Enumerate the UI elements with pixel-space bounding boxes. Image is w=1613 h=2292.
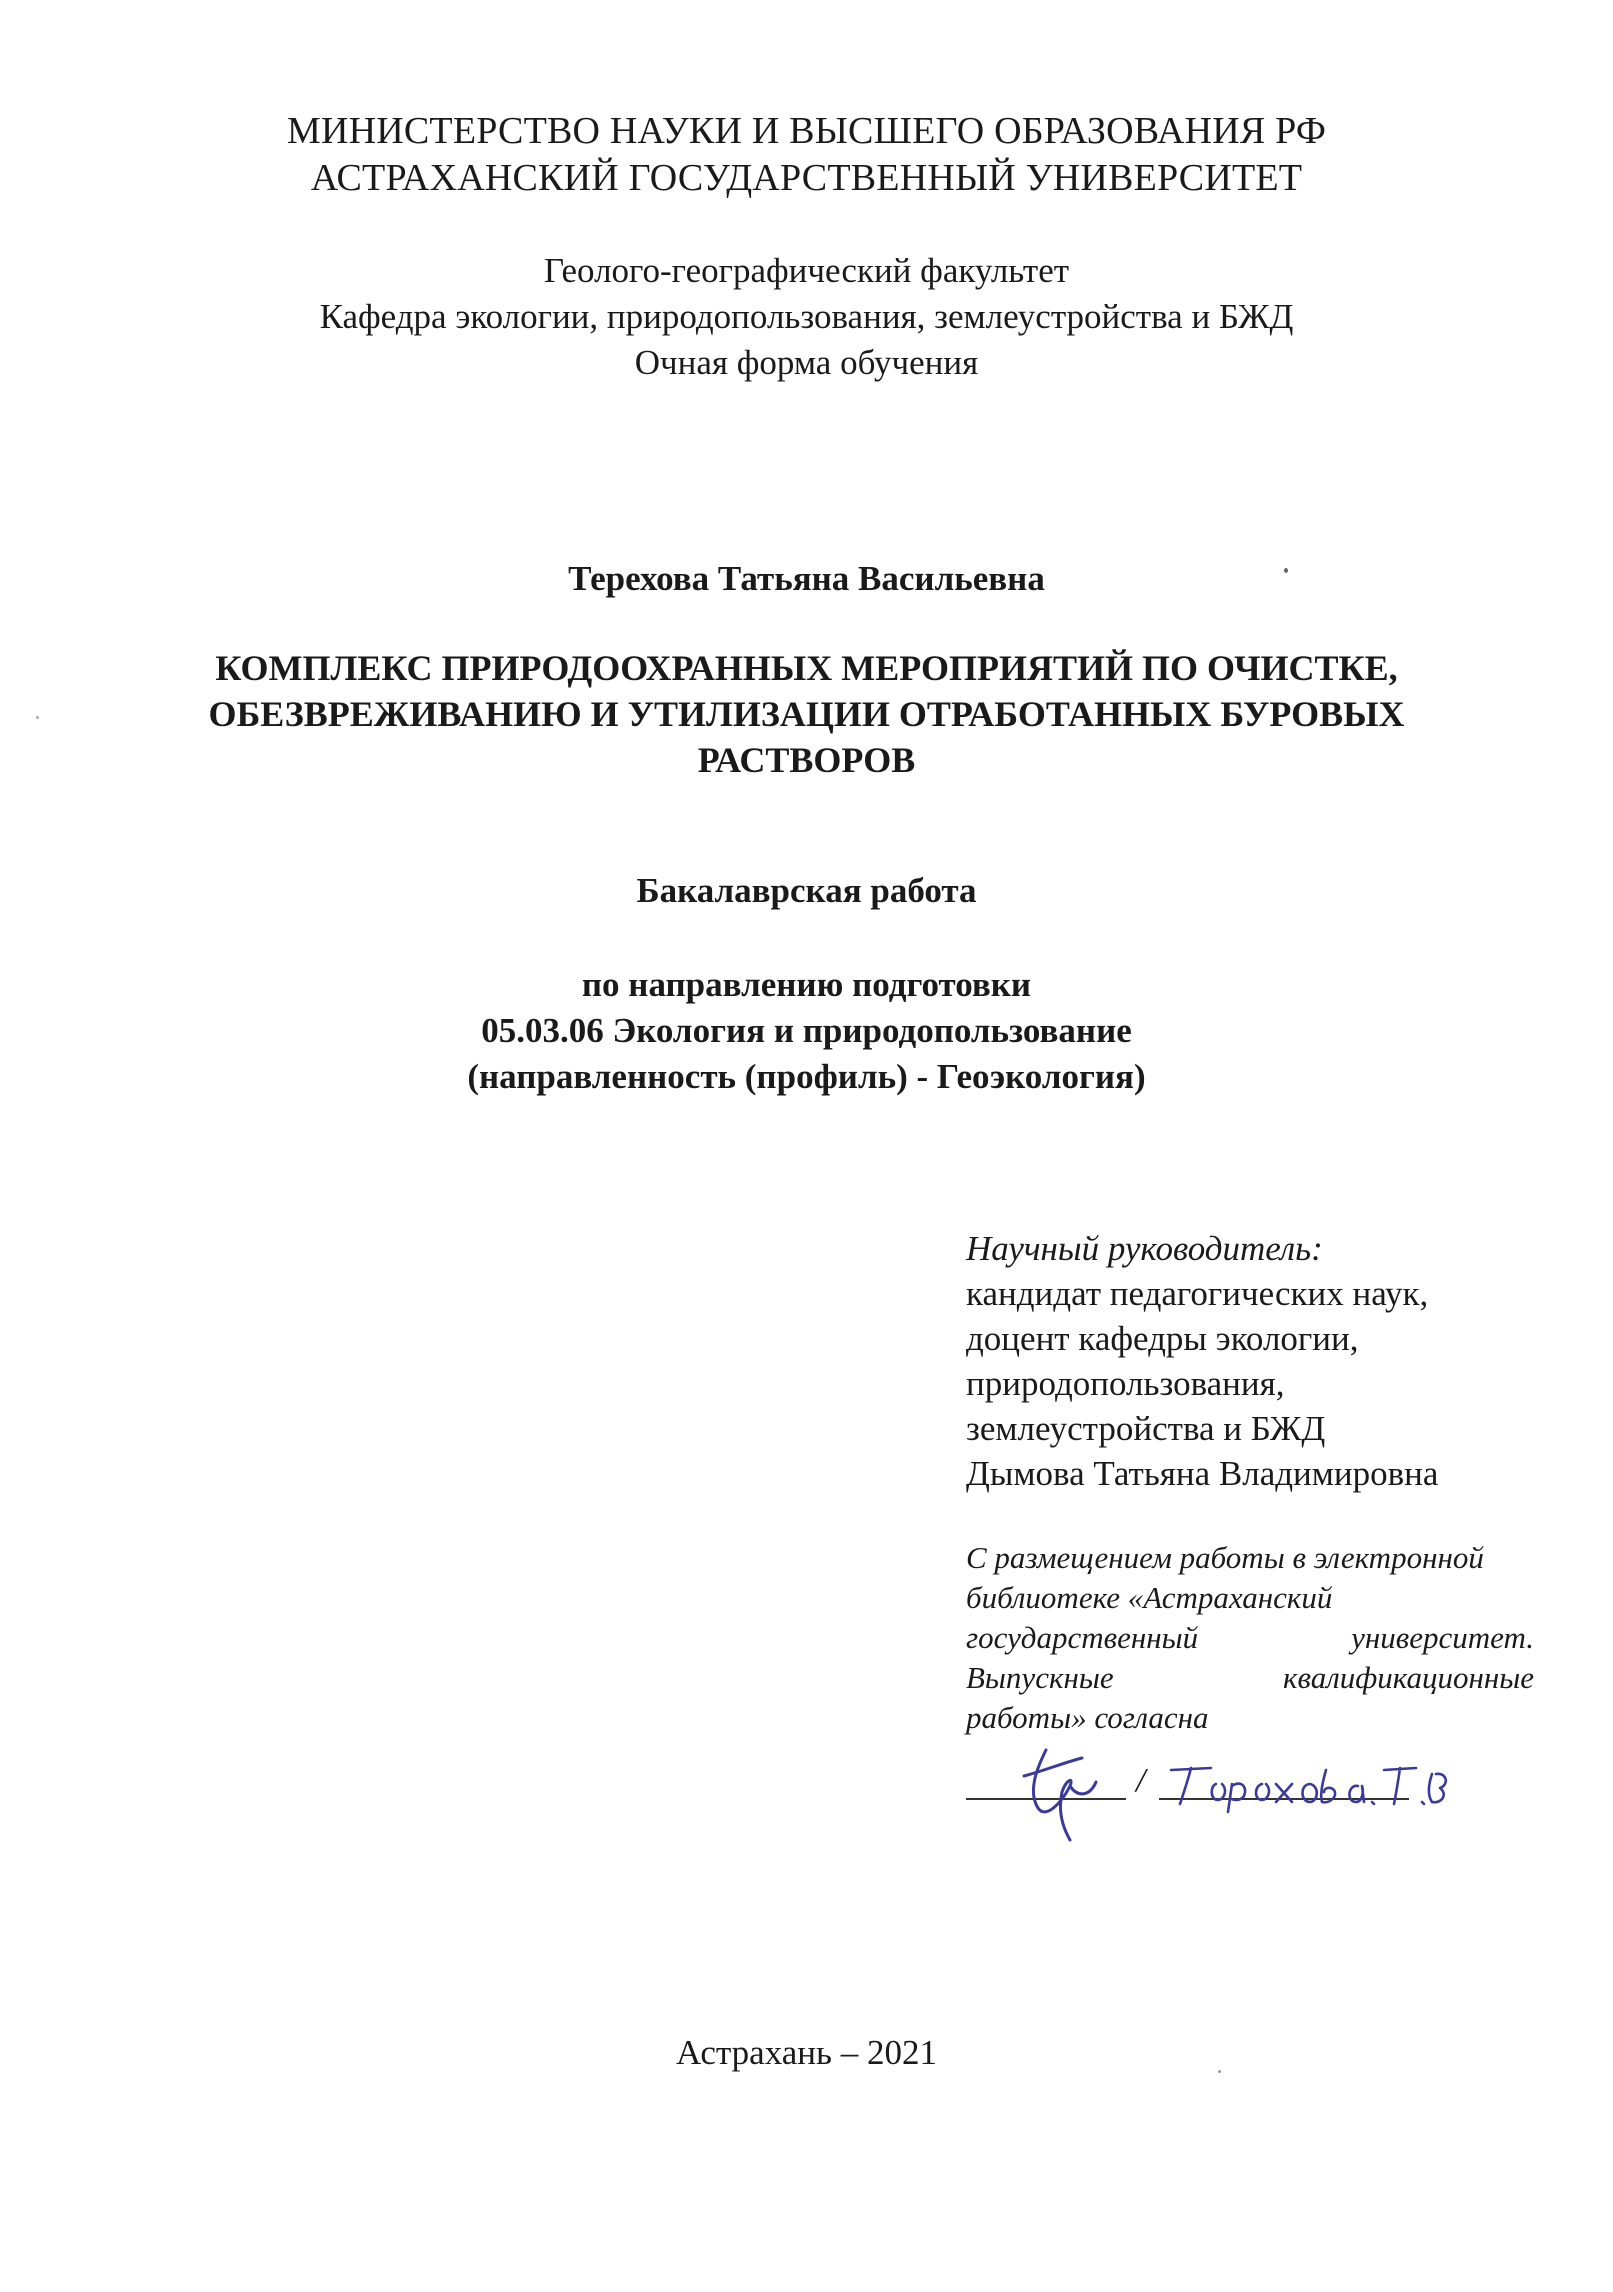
consent-line-1: С размещением работы в электронной bbox=[966, 1540, 1484, 1575]
scan-speck bbox=[36, 716, 39, 719]
consent-block bbox=[966, 1538, 1534, 1738]
faculty-block bbox=[0, 248, 1613, 386]
scan-speck bbox=[1218, 2070, 1221, 2073]
direction-line-1: по направлению подготовки bbox=[581, 965, 1032, 1004]
city-year: Астрахань – 2021 bbox=[676, 2033, 937, 2072]
handwritten-signature-icon bbox=[966, 1740, 1566, 1850]
title-line-3: РАСТВОРОВ bbox=[697, 740, 916, 780]
department-name: Кафедра экологии, природопользования, землеустройства и БЖД bbox=[319, 297, 1294, 336]
study-form: Очная форма обучения bbox=[634, 343, 979, 382]
supervisor-department-1: природопользования, bbox=[966, 1364, 1285, 1403]
direction-line-2: 05.03.06 Экология и природопользование bbox=[481, 1011, 1132, 1050]
scan-speck bbox=[1284, 568, 1288, 573]
thesis-title bbox=[0, 645, 1613, 783]
author-name: Терехова Татьяна Васильевна bbox=[568, 559, 1045, 598]
supervisor-block bbox=[966, 1226, 1546, 1496]
direction-line-3: (направленность (профиль) - Геоэкология) bbox=[467, 1057, 1146, 1096]
title-line-1: КОМПЛЕКС ПРИРОДООХРАННЫХ МЕРОПРИЯТИЙ ПО ОЧИСТКЕ, bbox=[215, 648, 1398, 688]
ministry-name: МИНИСТЕРСТВО НАУКИ И ВЫСШЕГО ОБРАЗОВАНИЯ РФ bbox=[286, 110, 1327, 152]
supervisor-position: доцент кафедры экологии, bbox=[966, 1319, 1359, 1358]
faculty-name: Геолого-географический факультет bbox=[543, 251, 1070, 290]
consent-line-3: государственный университет. bbox=[966, 1620, 1534, 1655]
signature-separator: / bbox=[1136, 1762, 1146, 1799]
title-line-2: ОБЕЗВРЕЖИВАНИЮ И УТИЛИЗАЦИИ ОТРАБОТАННЫХ БУРОВЫХ bbox=[208, 694, 1405, 734]
university-name: АСТРАХАНСКИЙ ГОСУДАРСТВЕННЫЙ УНИВЕРСИТЕТ bbox=[310, 157, 1303, 199]
supervisor-department-2: землеустройства и БЖД bbox=[966, 1409, 1326, 1448]
work-type: Бакалаврская работа bbox=[636, 871, 977, 910]
signature-row bbox=[966, 1740, 1566, 1830]
consent-line-5: работы» согласна bbox=[966, 1700, 1209, 1735]
supervisor-name: Дымова Татьяна Владимировна bbox=[966, 1454, 1439, 1493]
consent-line-2: библиотеке «Астраханский bbox=[966, 1580, 1333, 1615]
supervisor-degree: кандидат педагогических наук, bbox=[966, 1274, 1429, 1313]
ministry-header bbox=[0, 108, 1613, 202]
consent-line-4: Выпускные квалификационные bbox=[966, 1660, 1534, 1695]
supervisor-role: Научный руководитель: bbox=[966, 1229, 1323, 1268]
study-direction bbox=[0, 962, 1613, 1100]
